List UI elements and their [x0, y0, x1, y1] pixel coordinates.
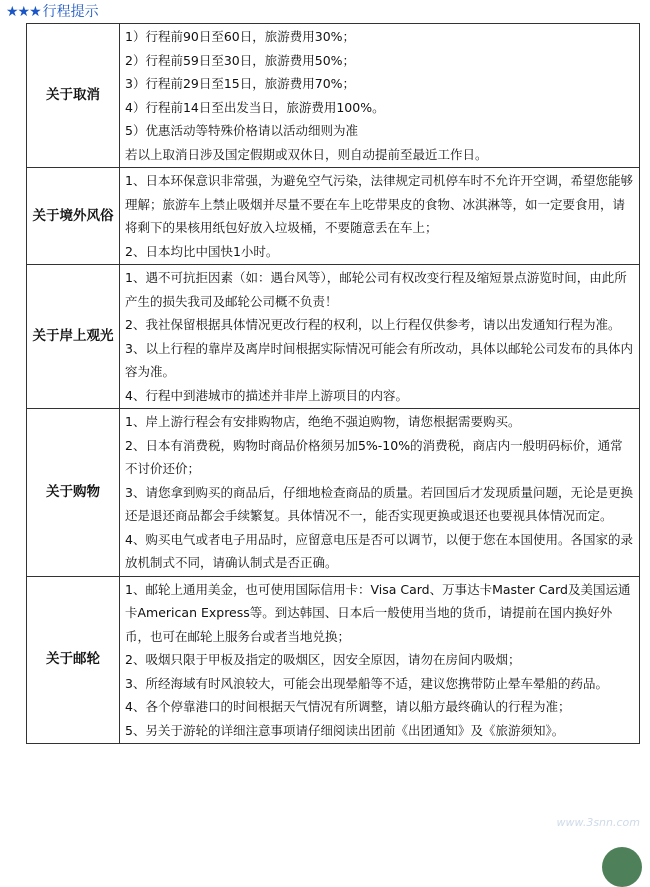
row-content	[120, 24, 640, 168]
row-content	[120, 265, 640, 409]
row-label: 关于岸上观光	[27, 265, 120, 409]
list-item: 1、遇不可抗拒因素（如：遇台风等），邮轮公司有权改变行程及缩短景点游览时间，由此所产生的损失我司及邮轮公司概不负责！	[125, 270, 627, 309]
list-item: 4）行程前14日至出发当日，旅游费用100%。	[125, 99, 385, 115]
row-label: 关于邮轮	[27, 576, 120, 744]
list-item: 1、日本环保意识非常强，为避免空气污染，法律规定司机停车时不允许开空调，希望您能够理解；旅游车上禁止吸烟并尽量不要在车上吃带果皮的食物、冰淇淋等，如一定要食用，请将剩下的果核用纸包好放入垃圾桶，不要随意丢在车上；	[125, 173, 633, 235]
list-item: 3）行程前29日至15日，旅游费用70%；	[125, 76, 356, 91]
watermark-logo	[544, 817, 640, 839]
list-item: 2）行程前59日至30日，旅游费用50%；	[125, 52, 356, 68]
row-label: 关于购物	[27, 409, 120, 577]
table-row	[27, 409, 640, 577]
section-title: 行程提示	[42, 4, 99, 20]
list-item: 5）优惠活动等特殊价格请以活动细则为准	[125, 123, 358, 138]
list-item: 2、日本有消费税，购物时商品价格须另加5%-10%的消费税，商店内一般明码标价，通常不讨价还价；	[125, 437, 623, 476]
table-row	[27, 24, 640, 168]
table-row	[27, 265, 640, 409]
star-rating-icon: ★★★	[6, 4, 41, 20]
list-item: 2、我社保留根据具体情况更改行程的权利，以上行程仅供参考，请以出发通知行程为准。	[125, 317, 621, 332]
row-label: 关于取消	[27, 24, 120, 168]
table-row	[27, 576, 640, 744]
list-item: 1、岸上游行程会有安排购物店，绝绝不强迫购物，请您根据需要购买。	[125, 414, 521, 429]
list-item: 3、请您拿到购买的商品后，仔细地检查商品的质量。若回国后才发现质量问题，无论是更换还是退还商品都会手续繁复。具体情况不一，能否实现更换或退还也要视具体情况而定。	[125, 484, 633, 523]
list-item: 3、以上行程的靠岸及离岸时间根据实际情况可能会有所改动，具体以邮轮公司发布的具体内容为准。	[125, 340, 633, 379]
table-row	[27, 168, 640, 265]
watermark-badge-icon	[602, 847, 642, 887]
list-item: 1、邮轮上通用美金，也可使用国际信用卡：Visa Card、万事达卡Master Card及美国运通卡American Express等。到达韩国、日本后一般使用当地的货币，请提前在国内换好外币，也可在邮轮上服务台或者当地兑换；	[125, 581, 631, 644]
list-item: 5、另关于游轮的详细注意事项请仔细阅读出团前《出团通知》及《旅游须知》。	[125, 722, 565, 738]
list-item: 3、所经海域有时风浪较大，可能会出现晕船等不适，建议您携带防止晕车晕船的药品。	[125, 675, 608, 691]
list-item: 1）行程前90日至60日，旅游费用30%；	[125, 29, 356, 44]
watermark-text: www.3snn.com	[556, 816, 640, 829]
list-item: 若以上取消日涉及国定假期或双休日，则自动提前至最近工作日。	[125, 146, 488, 162]
row-content	[120, 409, 640, 577]
row-label: 关于境外风俗	[27, 168, 120, 265]
list-item: 2、吸烟只限于甲板及指定的吸烟区，因安全原因，请勿在房间内吸烟；	[125, 652, 521, 667]
list-item: 4、购买电气或者电子用品时，应留意电压是否可以调节，以便于您在本国使用。各国家的录放机制式不同，请确认制式是否正确。	[125, 531, 633, 570]
row-content	[120, 576, 640, 744]
list-item: 4、行程中到港城市的描述并非岸上游项目的内容。	[125, 387, 408, 403]
section-heading	[6, 2, 99, 22]
list-item: 2、日本均比中国快1小时。	[125, 243, 279, 259]
travel-notes-table	[26, 23, 640, 744]
list-item: 4、各个停靠港口的时间根据天气情况有所调整，请以船方最终确认的行程为准；	[125, 699, 571, 714]
row-content	[120, 168, 640, 265]
